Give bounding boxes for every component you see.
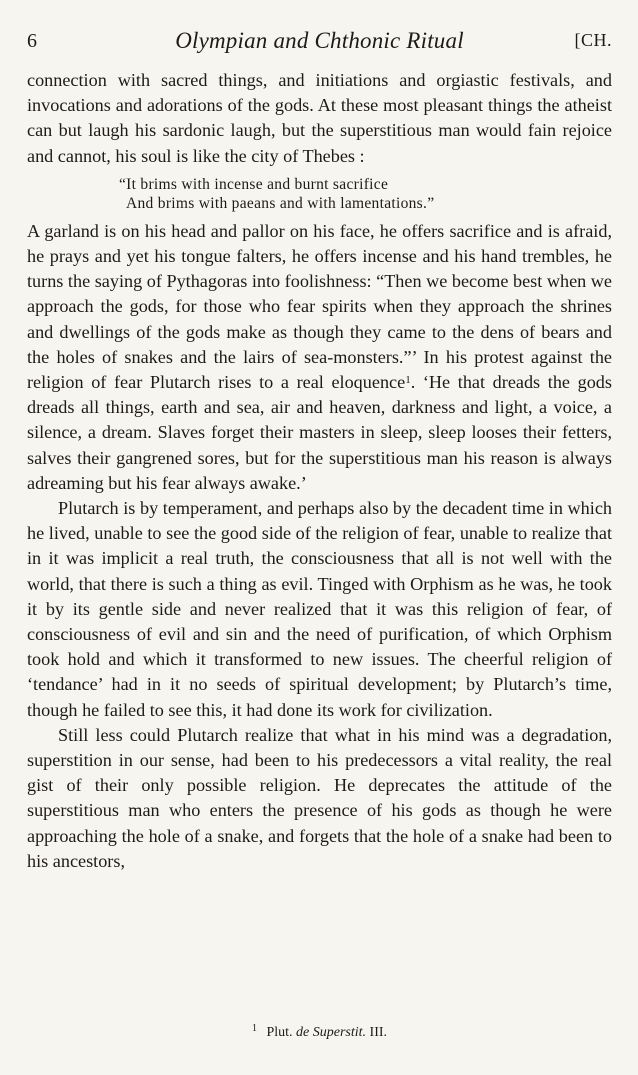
page-number: 6: [27, 30, 37, 52]
running-title: Olympian and Chthonic Ritual: [175, 28, 464, 53]
verse-line: “It brims with incense and burnt sacrifice: [119, 175, 389, 193]
footnote-title: de Superstit.: [296, 1025, 367, 1040]
paragraph: Still less could Plutarch realize that what in his mind was a degradation, superstition in our sense, had been to his predecessors a vital reality, the real gist of their only possible religion. He deprecates the attitude of the superstitious man who enters the presence of his gods as though he were approaching the hole of a snake, and forgets that the hole of a snake had been to his ancestors,: [27, 724, 612, 871]
book-page: [27, 18, 612, 1058]
chapter-reference: [CH.: [574, 30, 612, 50]
paragraph: connection with sacred things, and initiations and orgiastic festivals, and invocations and adorations of the gods. At these most pleasant things the atheist can but laugh his sardonic laugh, but the superstitious man would fain rejoice and cannot, his soul is like the city of Thebes :: [27, 70, 612, 166]
footnote-marker: 1: [405, 374, 411, 387]
footnote-prefix: Plut.: [266, 1025, 293, 1040]
footnote-section: III.: [369, 1025, 388, 1040]
verse-line: And brims with paeans and with lamentations.”: [126, 194, 435, 212]
running-header: [27, 18, 612, 58]
paragraph: [27, 219, 612, 496]
footnote-number: 1: [251, 1023, 257, 1034]
footnote: [27, 1023, 612, 1041]
paragraph: Plutarch is by temperament, and perhaps also by the decadent time in which he lived, unable to see the good side of the religion of fear, unable to realize that in it was implicit a real truth, the consciousness that all is not well with the world, that there is such a thing as evil. Tinged with Orphism as he was, he took it by its gentle side and never realized that it was this religion of fear, of consciousness of evil and sin and the need of purification, of which Orphism took hold and which it transformed to new issues. The cheerful religion of ‘tendance’ had in it no seeds of spiritual development; by Plutarch’s time, though he failed to see this, it had done its work for civilization.: [27, 498, 612, 720]
verse-quotation: [119, 175, 612, 213]
paragraph-text: . ‘He that dreads the gods dreads all things, earth and sea, air and heaven, darkness and light, a voice, a silence, a dream. Slaves forget their masters in sleep, sleep looses their fetters, salves their gangrened sores, but for the superstitious man his reason is always adreaming but his fear always awake.’: [27, 372, 612, 493]
body-text: [27, 68, 612, 874]
paragraph-text: A garland is on his head and pallor on his face, he offers sacrifice and is afraid, he prays and yet his tongue falters, he offers incense and his hand trembles, he turns the saying of Pythagoras into foolishness: “Then we become best when we approach the gods, for those who fear spirits when they approach the shrines and dwellings of the gods make as though they came to the dens of bears and the holes of snakes and the lairs of sea-monsters.”’ In his protest against the religion of fear Plutarch rises to a real eloquence: [27, 220, 612, 393]
